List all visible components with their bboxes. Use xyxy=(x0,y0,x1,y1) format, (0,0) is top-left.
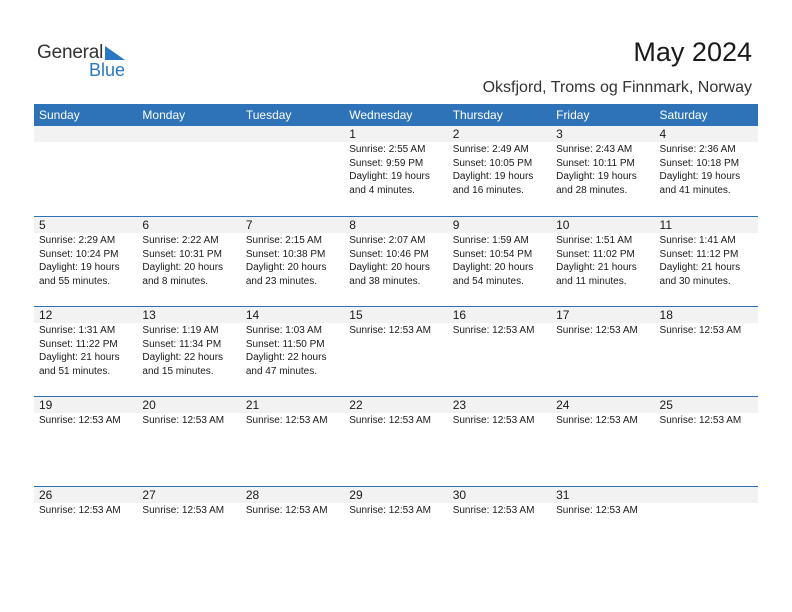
calendar-day-cell xyxy=(551,397,654,486)
day-number: 21 xyxy=(241,397,344,413)
day-number: 25 xyxy=(655,397,758,413)
day-sun-info: Sunrise: 2:15 AM Sunset: 10:38 PM Daylight: 20 hours and 23 minutes. xyxy=(245,235,327,287)
day-sun-info: Sunrise: 12:53 AM xyxy=(452,505,535,516)
calendar-day-cell xyxy=(551,487,654,576)
calendar-day-cell xyxy=(137,217,240,306)
weekday-header-row xyxy=(34,104,758,126)
day-number: 3 xyxy=(551,126,654,142)
calendar-day-cell xyxy=(448,126,551,216)
calendar-day-cell xyxy=(448,487,551,576)
calendar-day-cell xyxy=(551,126,654,216)
calendar-day-cell xyxy=(137,397,240,486)
calendar-day-cell xyxy=(241,397,344,486)
day-number: 20 xyxy=(137,397,240,413)
day-number: 24 xyxy=(551,397,654,413)
weekday-sunday: Sunday xyxy=(39,108,80,122)
weekday-monday: Monday xyxy=(142,108,186,122)
day-sun-info: Sunrise: 12:53 AM xyxy=(349,325,431,336)
calendar-day-cell xyxy=(655,307,758,396)
calendar-week-row xyxy=(34,396,758,486)
day-number: 27 xyxy=(137,487,240,503)
day-sun-info: Sunrise: 12:53 AM xyxy=(142,415,225,426)
day-number: 17 xyxy=(551,307,654,323)
calendar-week-row xyxy=(34,216,758,306)
weekday-thursday: Thursday xyxy=(452,108,503,122)
day-number: 4 xyxy=(655,126,758,142)
calendar-day-cell xyxy=(241,217,344,306)
brand-logo xyxy=(37,42,137,82)
calendar-day-cell xyxy=(448,397,551,486)
calendar-day-cell xyxy=(137,307,240,396)
calendar-day-cell xyxy=(241,126,344,216)
calendar-day-cell xyxy=(241,307,344,396)
calendar-week-row xyxy=(34,306,758,396)
day-sun-info: Sunrise: 12:53 AM xyxy=(349,415,431,426)
weekday-tuesday: Tuesday xyxy=(245,108,292,122)
day-number: 23 xyxy=(448,397,551,413)
calendar-day-cell xyxy=(551,307,654,396)
day-sun-info: Sunrise: 12:53 AM xyxy=(659,325,742,336)
calendar-day-cell xyxy=(34,217,137,306)
day-sun-info: Sunrise: 2:36 AM Sunset: 10:18 PM Daylight: 19 hours and 41 minutes. xyxy=(659,144,741,196)
day-sun-info: Sunrise: 12:53 AM xyxy=(245,505,328,516)
day-number: 15 xyxy=(344,307,447,323)
day-sun-info: Sunrise: 1:51 AM Sunset: 11:02 PM Daylight: 21 hours and 11 minutes. xyxy=(556,235,637,287)
day-number: 14 xyxy=(241,307,344,323)
day-number: 29 xyxy=(344,487,447,503)
day-sun-info: Sunrise: 12:53 AM xyxy=(556,325,638,336)
day-sun-info: Sunrise: 2:55 AM Sunset: 9:59 PM Daylight: 19 hours and 4 minutes. xyxy=(349,144,430,196)
calendar-day-cell xyxy=(448,217,551,306)
day-sun-info: Sunrise: 2:22 AM Sunset: 10:31 PM Daylight: 20 hours and 8 minutes. xyxy=(142,235,224,287)
day-sun-info: Sunrise: 12:53 AM xyxy=(349,505,431,516)
logo-text-blue: Blue xyxy=(89,60,126,80)
calendar-day-cell xyxy=(34,126,137,216)
weekday-friday: Friday xyxy=(556,108,590,122)
day-number: 16 xyxy=(448,307,551,323)
day-number xyxy=(655,487,758,503)
day-number: 13 xyxy=(137,307,240,323)
calendar-day-cell xyxy=(137,487,240,576)
day-sun-info: Sunrise: 2:43 AM Sunset: 10:11 PM Daylight: 19 hours and 28 minutes. xyxy=(556,144,637,196)
day-sun-info: Sunrise: 1:41 AM Sunset: 11:12 PM Daylight: 21 hours and 30 minutes. xyxy=(659,235,741,287)
calendar-grid xyxy=(34,104,758,576)
day-sun-info: Sunrise: 2:49 AM Sunset: 10:05 PM Daylight: 19 hours and 16 minutes. xyxy=(452,144,534,196)
calendar-day-cell xyxy=(34,397,137,486)
logo-text-general: General xyxy=(37,42,104,63)
calendar-day-cell xyxy=(344,307,447,396)
day-number: 12 xyxy=(34,307,137,323)
day-number: 6 xyxy=(137,217,240,233)
day-sun-info: Sunrise: 12:53 AM xyxy=(452,325,535,336)
day-number: 30 xyxy=(448,487,551,503)
calendar-day-cell xyxy=(344,126,447,216)
day-sun-info: Sunrise: 12:53 AM xyxy=(556,505,638,516)
day-number: 1 xyxy=(344,126,447,142)
location-subtitle: Oksfjord, Troms og Finnmark, Norway xyxy=(482,79,752,96)
calendar-week-row xyxy=(34,486,758,576)
day-number: 7 xyxy=(241,217,344,233)
calendar-week-row xyxy=(34,126,758,216)
day-number: 8 xyxy=(344,217,447,233)
calendar-day-cell xyxy=(344,487,447,576)
calendar-day-cell xyxy=(34,307,137,396)
day-sun-info: Sunrise: 1:59 AM Sunset: 10:54 PM Daylight: 20 hours and 54 minutes. xyxy=(452,235,534,287)
weekday-wednesday: Wednesday xyxy=(349,108,413,122)
day-sun-info: Sunrise: 1:19 AM Sunset: 11:34 PM Daylight: 22 hours and 15 minutes. xyxy=(142,325,224,377)
day-number: 22 xyxy=(344,397,447,413)
day-sun-info: Sunrise: 1:31 AM Sunset: 11:22 PM Daylight: 21 hours and 51 minutes. xyxy=(39,325,120,377)
weekday-saturday: Saturday xyxy=(659,108,708,122)
calendar-day-cell xyxy=(344,397,447,486)
day-number: 28 xyxy=(241,487,344,503)
calendar-weeks xyxy=(34,126,758,576)
day-sun-info: Sunrise: 12:53 AM xyxy=(659,415,742,426)
calendar-day-cell xyxy=(655,397,758,486)
day-sun-info: Sunrise: 12:53 AM xyxy=(39,415,121,426)
calendar-day-cell xyxy=(241,487,344,576)
day-sun-info: Sunrise: 12:53 AM xyxy=(142,505,225,516)
calendar-day-cell xyxy=(551,217,654,306)
day-sun-info: Sunrise: 2:07 AM Sunset: 10:46 PM Daylight: 20 hours and 38 minutes. xyxy=(349,235,430,287)
calendar-day-cell xyxy=(655,126,758,216)
calendar-day-cell xyxy=(655,217,758,306)
calendar-day-cell xyxy=(344,217,447,306)
day-sun-info: Sunrise: 12:53 AM xyxy=(39,505,121,516)
day-number: 9 xyxy=(448,217,551,233)
day-sun-info: Sunrise: 1:03 AM Sunset: 11:50 PM Daylight: 22 hours and 47 minutes. xyxy=(245,325,327,377)
day-sun-info: Sunrise: 2:29 AM Sunset: 10:24 PM Daylight: 19 hours and 55 minutes. xyxy=(39,235,120,287)
day-number xyxy=(137,126,240,142)
day-number xyxy=(241,126,344,142)
day-sun-info: Sunrise: 12:53 AM xyxy=(452,415,535,426)
day-sun-info: Sunrise: 12:53 AM xyxy=(556,415,638,426)
day-number xyxy=(34,126,137,142)
calendar-day-cell xyxy=(448,307,551,396)
calendar-day-cell xyxy=(34,487,137,576)
page-title: May 2024 xyxy=(633,37,752,67)
day-sun-info: Sunrise: 12:53 AM xyxy=(245,415,328,426)
day-number: 31 xyxy=(551,487,654,503)
day-number: 2 xyxy=(448,126,551,142)
day-number: 11 xyxy=(655,217,758,233)
calendar-day-cell xyxy=(137,126,240,216)
day-number: 18 xyxy=(655,307,758,323)
logo-triangle-icon xyxy=(105,46,125,60)
day-number: 10 xyxy=(551,217,654,233)
day-number: 19 xyxy=(34,397,137,413)
day-number: 5 xyxy=(34,217,137,233)
calendar-day-cell xyxy=(655,487,758,576)
day-number: 26 xyxy=(34,487,137,503)
